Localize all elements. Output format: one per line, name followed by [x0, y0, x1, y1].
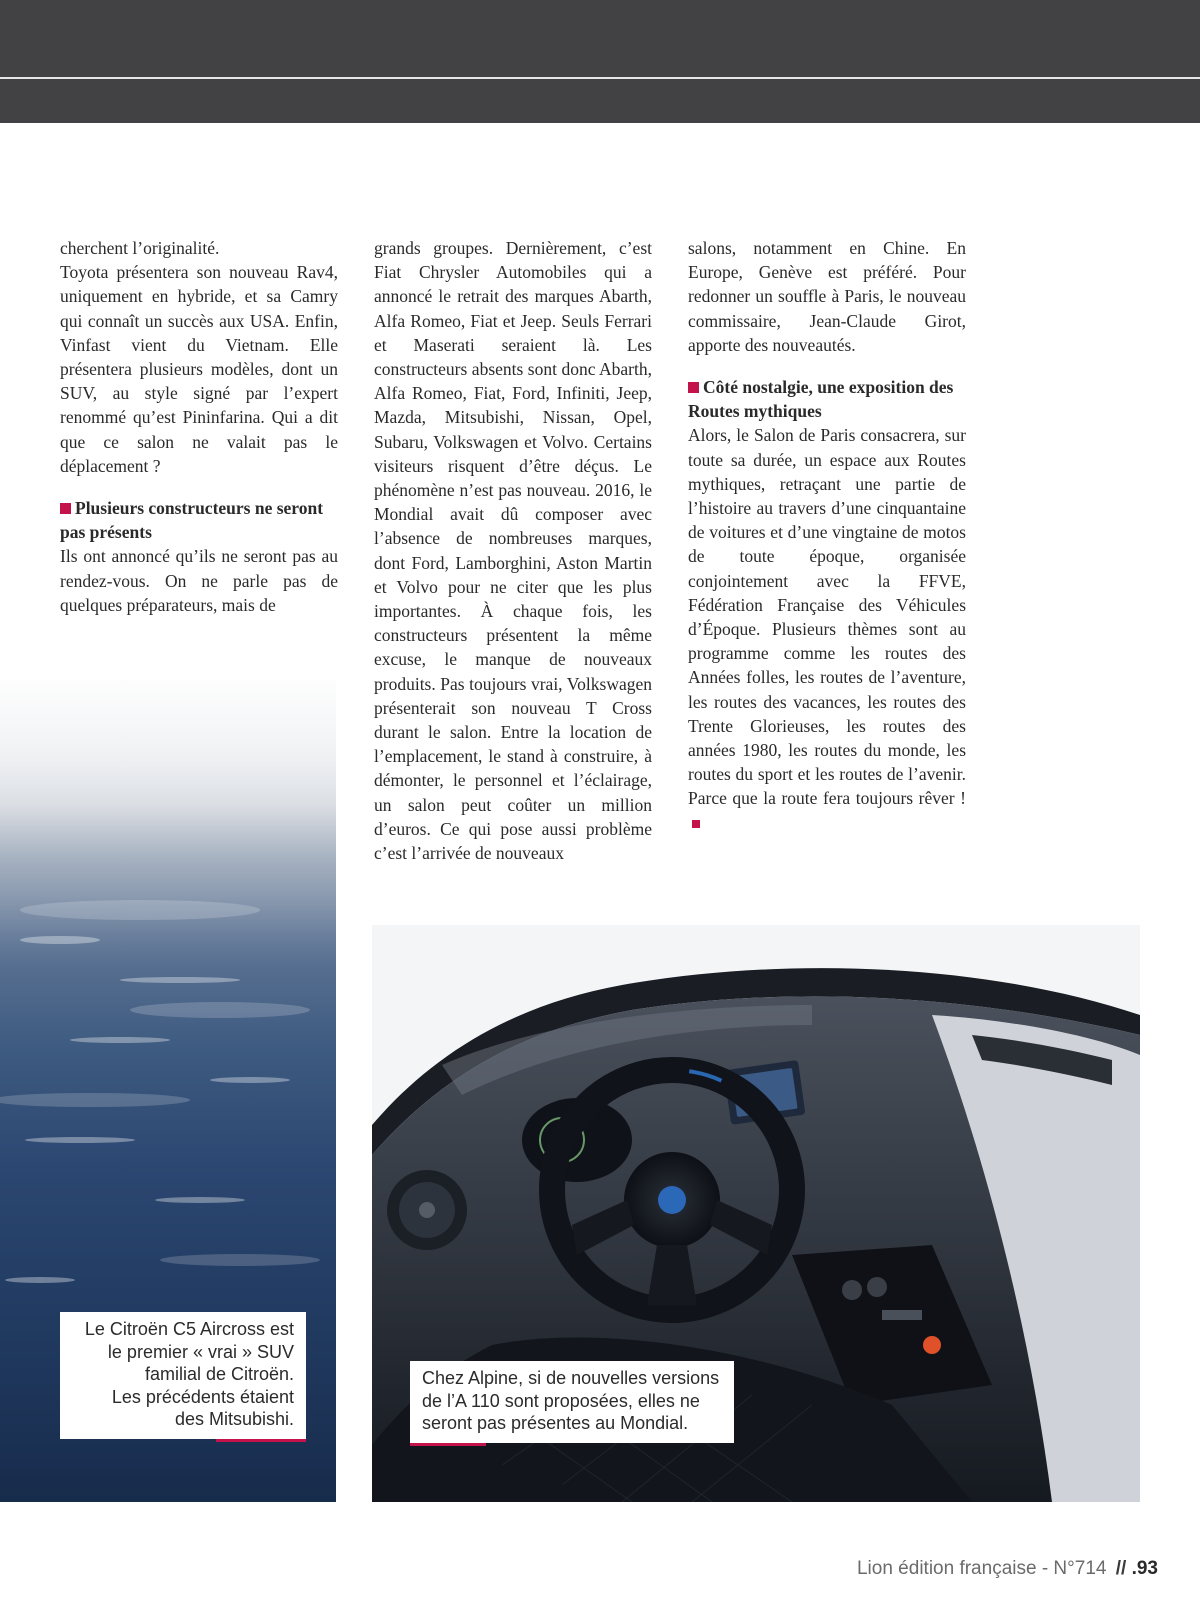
- caption-line: des Mitsubishi.: [174, 1409, 294, 1429]
- caption-line: Le Citroën C5 Aircross est: [84, 1319, 294, 1339]
- footer-separator: //: [1115, 1558, 1127, 1579]
- page-footer: [857, 1558, 1158, 1580]
- page-number: .93: [1131, 1558, 1158, 1579]
- subheading-text: Plusieurs constructeurs ne seront pas présents: [60, 498, 324, 543]
- caption-accent-bar: [410, 1443, 486, 1446]
- caption-line: Les précédents étaient: [111, 1386, 294, 1407]
- paragraph: salons, notamment en Chine. En Europe, Genève est préféré. Pour redonner un souffle à Paris, le nouveau commissaire, Jean-Claude Girot, apporte des nouveautés.: [688, 238, 966, 355]
- subheading: [688, 375, 966, 423]
- square-bullet-icon: [60, 503, 71, 514]
- paragraph: Toyota présentera son nouveau Rav4, uniquement en hybride, et sa Camry qui connaît un succès aux USA. Enfin, Vinfast vient du Vietnam. Elle présentera plusieurs modèles, dont un SUV, au style signé par l’expert renommé qu’est Pininfarina. Qui a dit que ce salon ne valait pas le déplacement ?: [60, 262, 338, 476]
- header-band: [0, 0, 1200, 123]
- caption-line: familial de Citroën.: [144, 1364, 294, 1384]
- square-bullet-icon: [688, 382, 699, 393]
- publication-name: Lion édition française - N°714: [856, 1558, 1107, 1579]
- caption-line: de l’A 110 sont proposées, elles ne: [422, 1390, 700, 1411]
- caption-alpine: [410, 1361, 734, 1443]
- subheading-text: Côté nostalgie, une exposition des Routes mythiques: [688, 377, 954, 422]
- paragraph: grands groupes. Dernièrement, c’est Fiat Chrysler Automobiles qui a annoncé le retrait des marques Abarth, Alfa Romeo, Fiat et Jeep. Seuls Ferrari et Maserati seraient là. Les constructeurs absents sont donc Abarth, Alfa Romeo, Fiat, Ford, Infiniti, Jeep, Mazda, Mitsubishi, Nissan, Opel, Subaru, Volkswagen et Volvo. Certains visiteurs risquent d’être déçus. Le phénomène n’est pas nouveau. 2016, le Mondial avait dû composer avec l’absence de nombreuses marques, dont Ford, Lamborghini, Aston Martin et Volvo pour ne citer que les plus importantes. À chaque fois, les constructeurs présentent la même excuse, le manque de nouveaux produits. Pas toujours vrai, Volkswagen présenterait son nouveau T Cross durant le salon. Entre la location de l’emplacement, le stand à construire, à démonter, le personnel et l’éclairage, un salon peut coûter un million d’euros. Ce qui pose aussi problème c’est l’arrivée de nouveaux: [374, 238, 652, 864]
- article-column-2: [374, 236, 652, 865]
- article-column-1: [60, 236, 338, 617]
- caption-citroen: [60, 1312, 306, 1439]
- subheading: [60, 496, 338, 544]
- caption-line: le premier « vrai » SUV: [107, 1341, 294, 1362]
- caption-line: Chez Alpine, si de nouvelles versions: [422, 1368, 720, 1388]
- caption-line: seront pas présentes au Mondial.: [422, 1413, 689, 1433]
- paragraph-text: Alors, le Salon de Paris consacrera, sur toute sa durée, un espace aux Routes mythiques, retraçant une partie de l’histoire au travers d’une cinquantaine de voitures et d’une vingtaine de motos de toute époque, organisée conjointement avec la FFVE, Fédération Française des Véhicules d’Époque. Plusieurs thèmes sont au programme comme les routes des Années folles, les routes de l’aventure, les routes des vacances, les routes des Trente Glorieuses, les routes des années 1980, les routes du monde, les routes du sport et les routes de l’avenir. Parce que la route fera toujours rêver !: [688, 425, 966, 809]
- end-mark-icon: [692, 820, 700, 828]
- paragraph: cherchent l’originalité.: [60, 238, 220, 258]
- paragraph: [688, 423, 966, 834]
- caption-accent-bar: [216, 1439, 306, 1442]
- header-rule: [0, 77, 1200, 79]
- article-column-3: [688, 236, 966, 835]
- paragraph: Ils ont annoncé qu’ils ne seront pas au rendez-vous. On ne parle pas de quelques préparateurs, mais de: [60, 546, 338, 615]
